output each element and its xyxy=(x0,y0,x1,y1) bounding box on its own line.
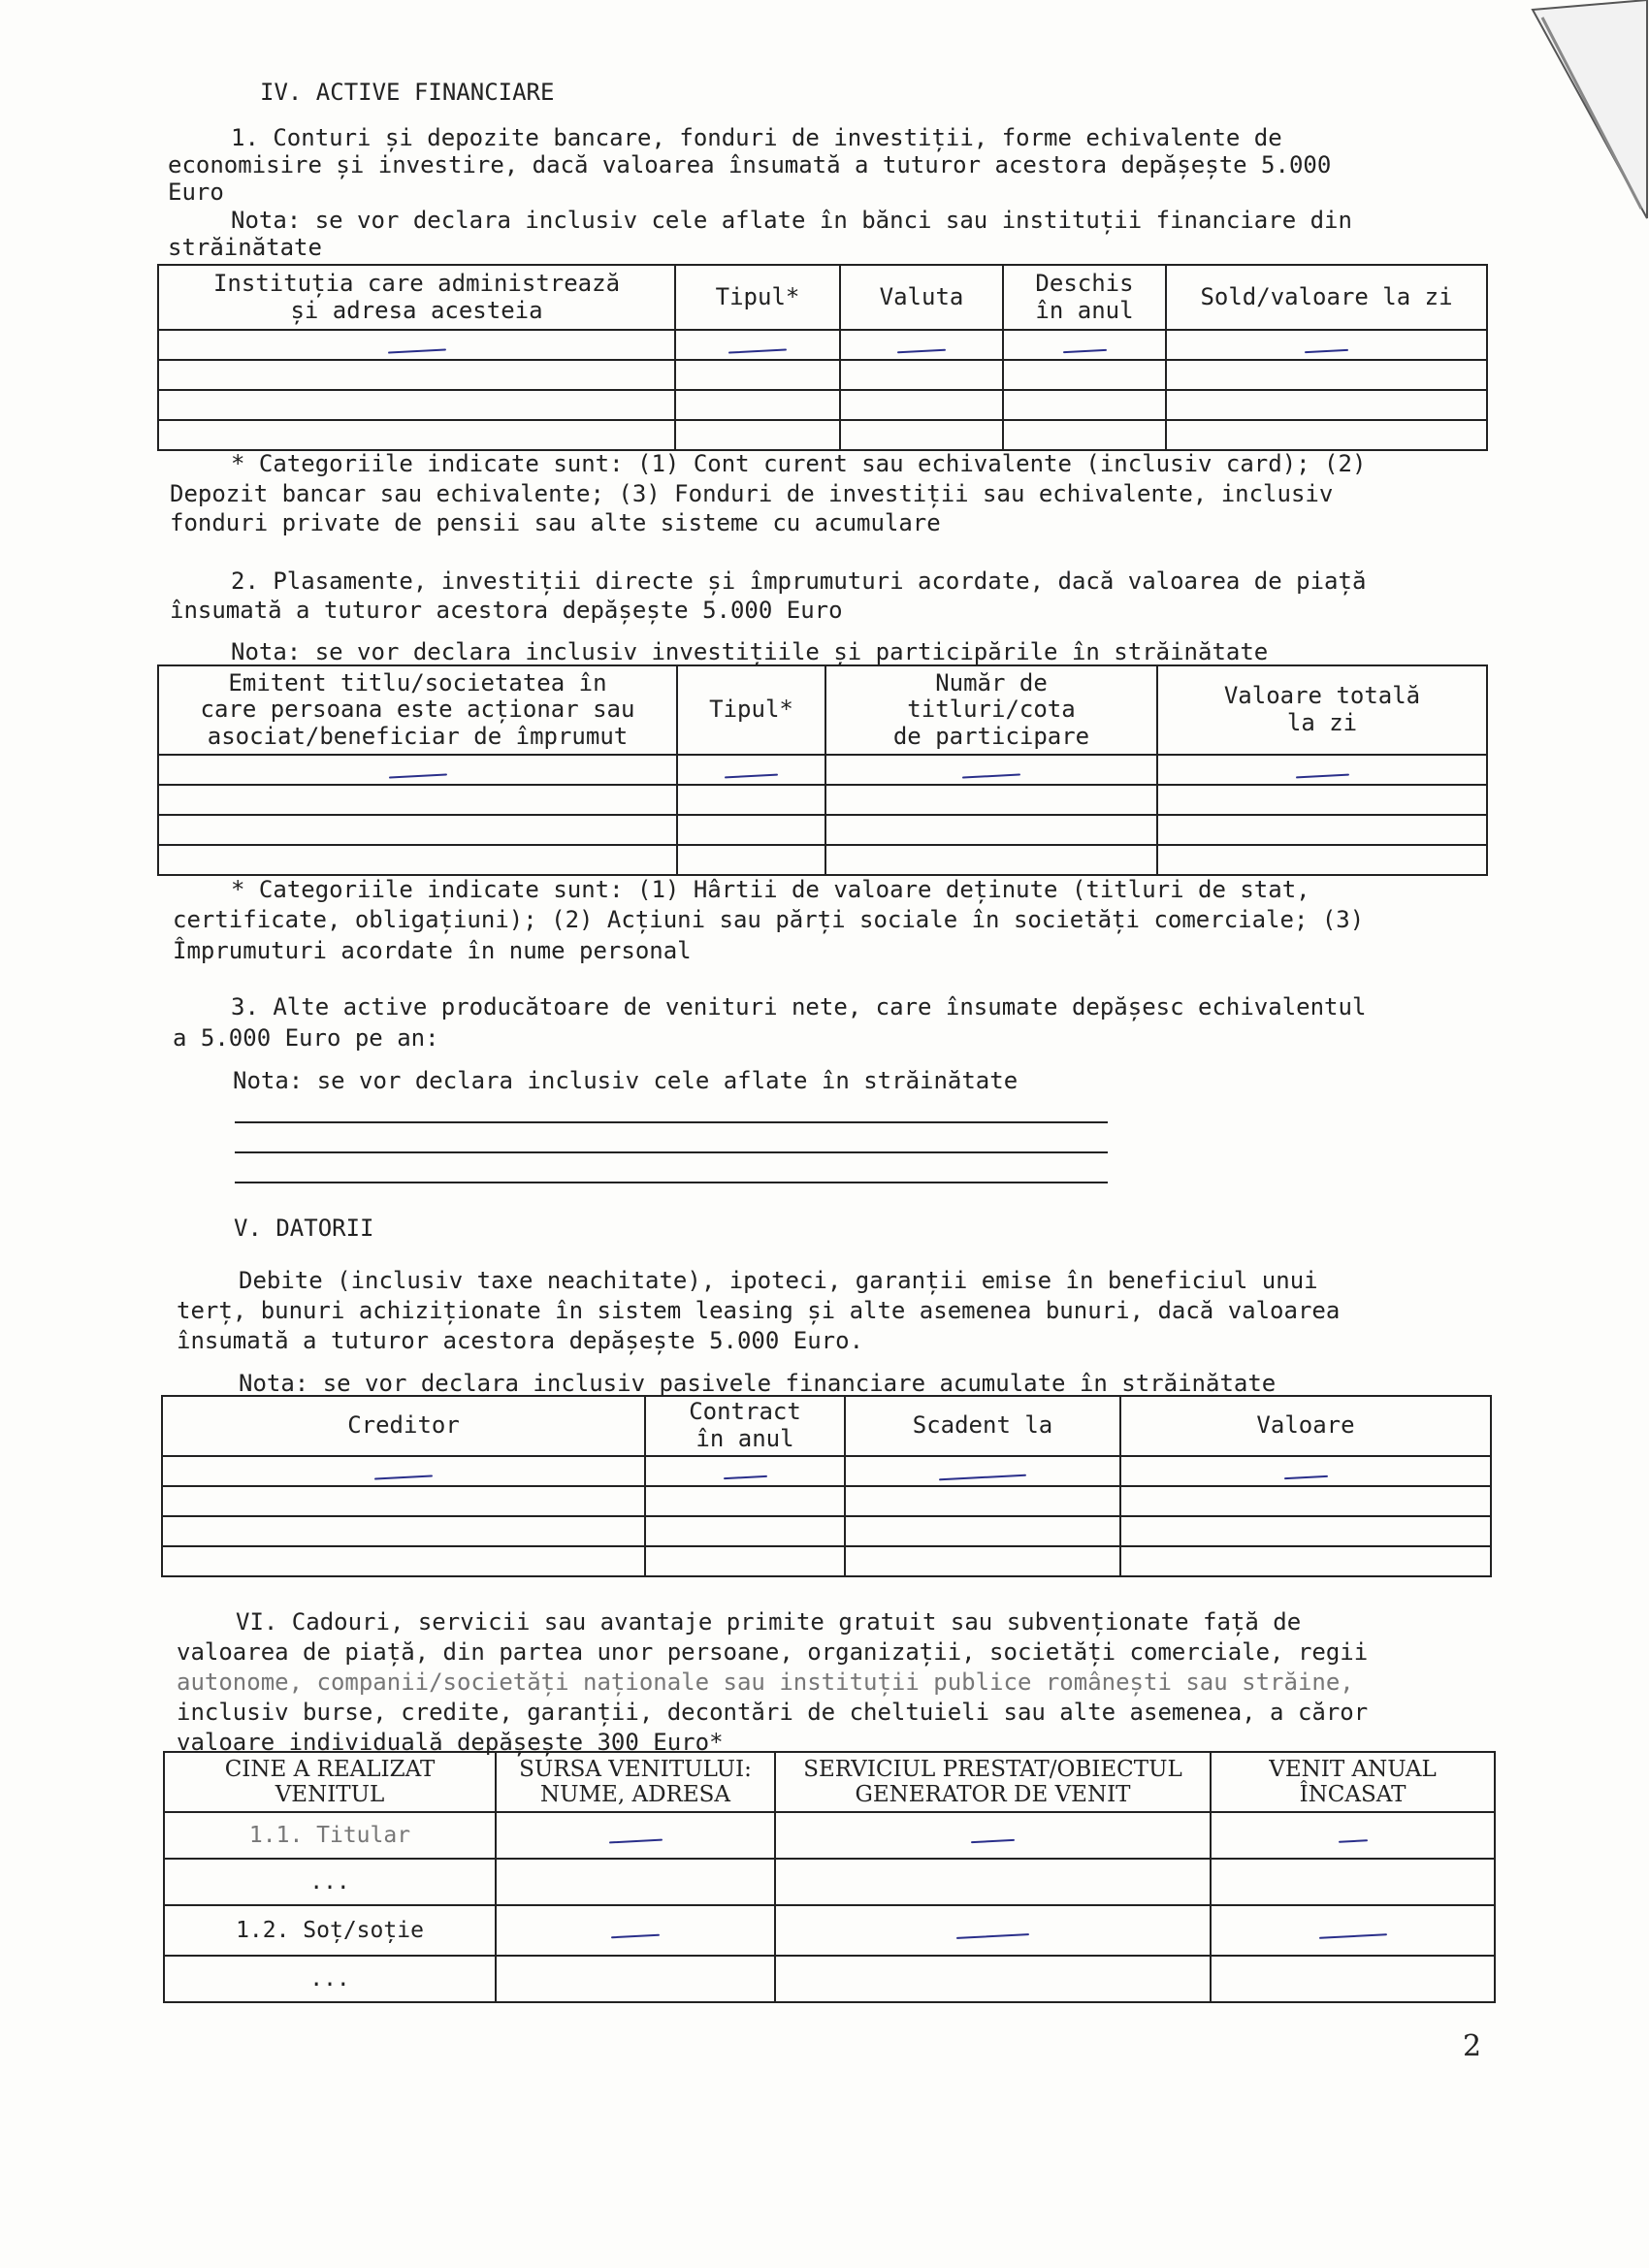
dash-mark xyxy=(725,773,778,778)
table-row xyxy=(158,390,1487,420)
table-row xyxy=(158,785,1487,815)
column-header: Emitent titlu/societatea în care persoana este acționar sau asociat/beneficiar de împrumut xyxy=(158,665,677,755)
investments-table xyxy=(157,664,1488,876)
table-header-row xyxy=(158,265,1487,330)
column-header: Sold/valoare la zi xyxy=(1166,265,1487,330)
table-cell xyxy=(1211,1905,1495,1956)
table-header-row xyxy=(162,1396,1491,1456)
text-line: Depozit bancar sau echivalente; (3) Fonduri de investiții sau echivalente, inclusiv xyxy=(170,480,1334,507)
table-row xyxy=(164,1812,1495,1859)
table-cell xyxy=(496,1905,775,1956)
text-line: * Categoriile indicate sunt: (1) Hârtii de valoare deținute (titluri de stat, xyxy=(231,876,1310,903)
column-header: Creditor xyxy=(162,1396,645,1456)
table-header-row xyxy=(158,665,1487,755)
text-line: VI. Cadouri, servicii sau avantaje primite gratuit sau subvenționate față de xyxy=(236,1608,1302,1636)
table-row xyxy=(162,1516,1491,1546)
table-row xyxy=(164,1859,1495,1905)
text-line: inclusiv burse, credite, garanții, decontări de cheltuieli sau alte asemenea, a căror xyxy=(177,1699,1369,1726)
text-line: autonome, companii/societăți naționale sau instituții publice românești sau străine, xyxy=(177,1669,1354,1696)
table-row xyxy=(158,360,1487,390)
section-v-heading: V. DATORII xyxy=(234,1215,374,1242)
text-line: economisire și investire, dacă valoarea însumată a tuturor acestora depășește 5.000 xyxy=(168,151,1332,178)
column-header: SERVICIUL PRESTAT/OBIECTUL GENERATOR DE VENIT xyxy=(775,1752,1211,1812)
table-cell xyxy=(825,755,1157,785)
table-cell xyxy=(1166,330,1487,360)
text-line: a 5.000 Euro pe an: xyxy=(173,1024,439,1052)
table-cell xyxy=(158,755,677,785)
blank-line xyxy=(235,1151,1108,1153)
column-header: Tipul* xyxy=(675,265,840,330)
dash-mark xyxy=(956,1933,1029,1939)
gifts-table xyxy=(163,1751,1496,2003)
row-label: 1.1. Titular xyxy=(164,1812,496,1859)
table-row xyxy=(158,755,1487,785)
text-line: Nota: se vor declara inclusiv cele aflate în bănci sau instituții financiare din xyxy=(231,207,1352,234)
text-line: Debite (inclusiv taxe neachitate), ipoteci, garanții emise în beneficiul unui xyxy=(239,1267,1318,1294)
table-row xyxy=(158,815,1487,845)
column-header: Tipul* xyxy=(677,665,825,755)
table-cell xyxy=(1120,1456,1491,1486)
table-row xyxy=(162,1456,1491,1486)
table-cell xyxy=(775,1812,1211,1859)
dash-mark xyxy=(374,1474,433,1479)
item-3-note: Nota: se vor declara inclusiv cele aflate în străinătate xyxy=(233,1067,1018,1094)
table-row xyxy=(158,845,1487,875)
column-header: Valuta xyxy=(840,265,1003,330)
item-2-note: Nota: se vor declara inclusiv investițiile și participările în străinătate xyxy=(231,638,1269,665)
dash-mark xyxy=(1283,1475,1327,1479)
dash-mark xyxy=(962,773,1020,778)
table-cell xyxy=(1211,1812,1495,1859)
dash-mark xyxy=(897,348,946,353)
text-line: * Categoriile indicate sunt: (1) Cont curent sau echivalente (inclusiv card); (2) xyxy=(231,450,1367,477)
dash-mark xyxy=(387,348,445,353)
text-line: fonduri private de pensii sau alte sisteme cu acumulare xyxy=(170,509,941,536)
text-line: Împrumuturi acordate în nume personal xyxy=(173,937,692,964)
text-line: 3. Alte active producătoare de venituri nete, care însumate depășesc echivalentul xyxy=(231,993,1367,1021)
dash-mark xyxy=(971,1839,1015,1843)
dash-mark xyxy=(1338,1839,1367,1843)
dash-mark xyxy=(1295,773,1348,778)
table-cell xyxy=(775,1905,1211,1956)
bank-accounts-table xyxy=(157,264,1488,451)
column-header: Instituția care administrează și adresa acesteia xyxy=(158,265,675,330)
table-row xyxy=(164,1905,1495,1956)
column-header: Scadent la xyxy=(845,1396,1120,1456)
table-cell xyxy=(1003,330,1166,360)
dash-mark xyxy=(723,1475,766,1479)
page-number: 2 xyxy=(1463,2029,1482,2063)
column-header: Valoare xyxy=(1120,1396,1491,1456)
table-row xyxy=(162,1546,1491,1576)
table-cell xyxy=(1157,755,1487,785)
section-iv-heading: IV. ACTIVE FINANCIARE xyxy=(260,79,555,106)
table-row xyxy=(158,330,1487,360)
table-cell xyxy=(162,1456,645,1486)
text-line: străinătate xyxy=(168,234,322,261)
text-line: însumată a tuturor acestora depășește 5.000 Euro xyxy=(170,597,843,624)
table-cell xyxy=(496,1812,775,1859)
text-line: Euro xyxy=(168,178,224,206)
text-line: certificate, obligațiuni); (2) Acțiuni sau părți sociale în societăți comerciale; (3) xyxy=(173,906,1365,933)
table-cell xyxy=(677,755,825,785)
column-header: Deschis în anul xyxy=(1003,265,1166,330)
section-v-note: Nota: se vor declara inclusiv pasivele financiare acumulate în străinătate xyxy=(239,1370,1277,1397)
row-label: ... xyxy=(164,1859,496,1905)
text-line: valoarea de piață, din partea unor persoane, organizații, societăți comerciale, regii xyxy=(177,1638,1369,1666)
blank-line xyxy=(235,1182,1108,1183)
dash-mark xyxy=(939,1474,1026,1480)
text-line: 1. Conturi și depozite bancare, fonduri de investiții, forme echivalente de xyxy=(231,124,1282,151)
dash-mark xyxy=(1305,349,1348,353)
column-header: Număr de titluri/cota de participare xyxy=(825,665,1157,755)
page-corner-fold xyxy=(1513,0,1649,223)
dash-mark xyxy=(388,773,446,778)
table-cell xyxy=(675,330,840,360)
table-header-row xyxy=(164,1752,1495,1812)
text-line: însumată a tuturor acestora depășește 5.000 Euro. xyxy=(177,1327,864,1354)
column-header: CINE A REALIZAT VENITUL xyxy=(164,1752,496,1812)
row-label: ... xyxy=(164,1956,496,2002)
table-row xyxy=(162,1486,1491,1516)
column-header: VENIT ANUAL ÎNCASAT xyxy=(1211,1752,1495,1812)
table-cell xyxy=(645,1456,845,1486)
column-header: SURSA VENITULUI: NUME, ADRESA xyxy=(496,1752,775,1812)
text-line: 2. Plasamente, investiții directe și împrumuturi acordate, dacă valoarea de piață xyxy=(231,567,1367,595)
table-cell xyxy=(840,330,1003,360)
dash-mark xyxy=(608,1838,662,1843)
dash-mark xyxy=(1318,1933,1386,1939)
blank-line xyxy=(235,1121,1108,1123)
dash-mark xyxy=(1062,349,1106,353)
text-line: valoare individuală depășește 300 Euro* xyxy=(177,1729,724,1756)
dash-mark xyxy=(611,1933,660,1938)
row-label: 1.2. Soț/soție xyxy=(164,1905,496,1956)
text-line: terț, bunuri achiziționate în sistem leasing și alte asemenea bunuri, dacă valoarea xyxy=(177,1297,1341,1324)
debts-table xyxy=(161,1395,1492,1577)
column-header: Contract în anul xyxy=(645,1396,845,1456)
table-cell xyxy=(845,1456,1120,1486)
column-header: Valoare totală la zi xyxy=(1157,665,1487,755)
table-row xyxy=(164,1956,1495,2002)
table-row xyxy=(158,420,1487,450)
dash-mark xyxy=(728,348,787,353)
table-cell xyxy=(158,330,675,360)
